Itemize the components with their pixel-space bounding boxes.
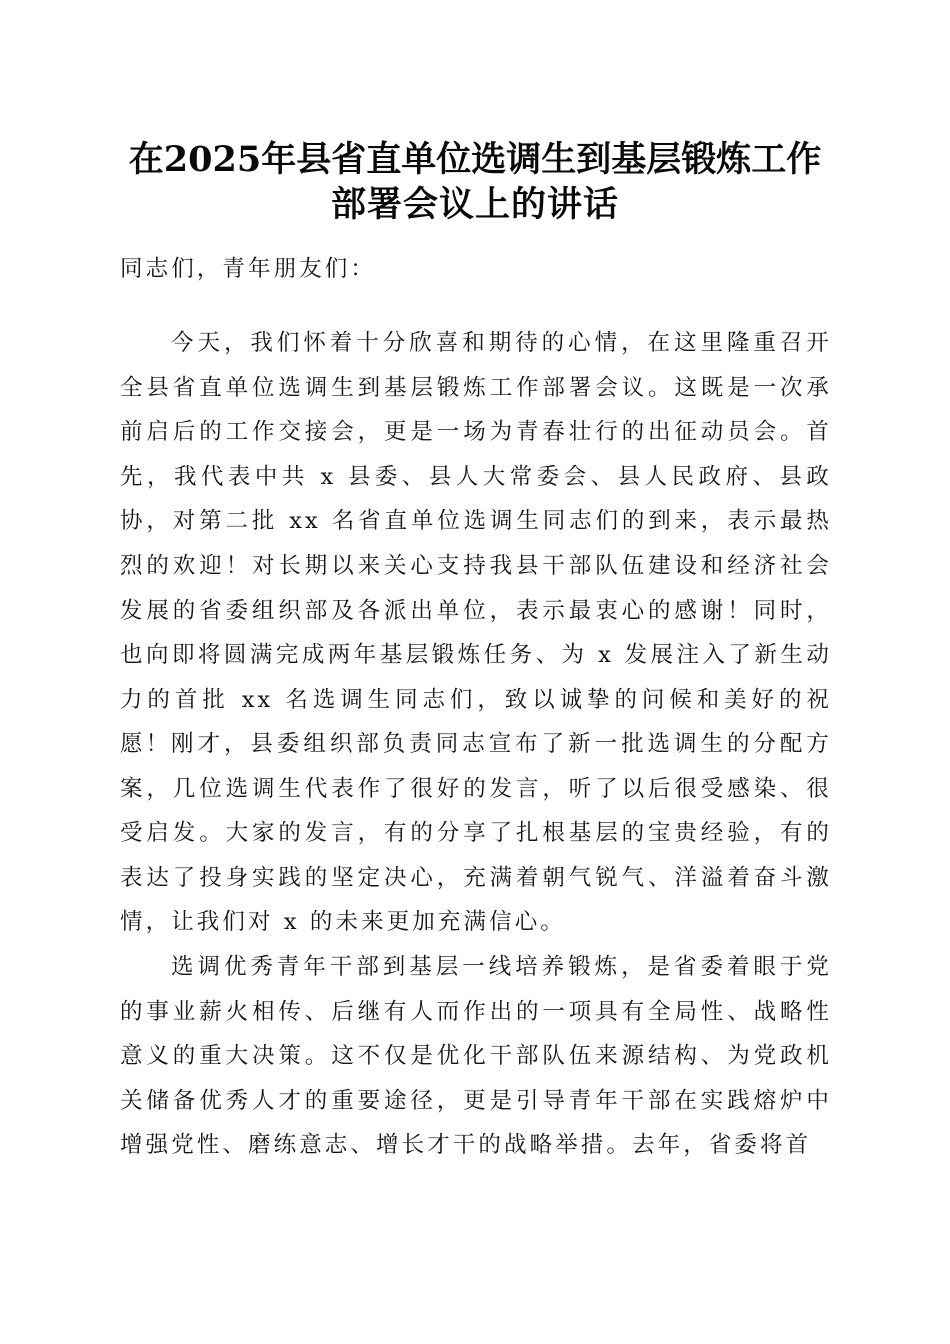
paragraph-welcome: 今天，我们怀着十分欣喜和期待的心情，在这里隆重召开全县省直单位选调生到基层锻炼工作部署会议。这既是一次承前启后的工作交接会，更是一场为青春壮行的出征动员会。首先，我代表中共 x 县委、县人大常委会、县人民政府、县政协，对第二批 xx 名省直单位选调生同志们的到来，表示最热烈的欢迎！对长期以来关心支持我县干部队伍建设和经济社会发展的省委组织部及各派出单位，表示最衷心的感谢！同时，也向即将圆满完成两年基层锻炼任务、为 x 发展注入了新生动力的首批 xx 名选调生同志们，致以诚挚的问候和美好的祝愿！ [120, 330, 832, 758]
paragraph-speeches: 刚才，县委组织部负责同志宣布了新一批选调生的分配方案，几位选调生代表作了很好的发言，听了以后很受感染、很受启发。大家的发言，有的分享了扎根基层的宝贵经验，有的表达了投身实践的坚定决心，充满着朝气锐气、洋溢着奋斗激情，让我们对 x 的未来更加充满信心。 [120, 731, 832, 936]
document-title-line-1: 在2025年县省直单位选调生到基层锻炼工作 [128, 139, 822, 180]
document-title-line-2: 部署会议上的讲话 [330, 184, 619, 225]
salutation: 同志们，青年朋友们： [120, 256, 377, 282]
paragraph-policy: 选调优秀青年干部到基层一线培养锻炼，是省委着眼于党的事业薪火相传、后继有人而作出的一项具有全局性、战略性意义的重大决策。这不仅是优化干部队伍来源结构、为党政机关储备优秀人才的重要途径，更是引导青年干部在实践熔炉中增强党性、磨练意志、增长才干的战略举措。去年，省委将首 [120, 954, 832, 1159]
